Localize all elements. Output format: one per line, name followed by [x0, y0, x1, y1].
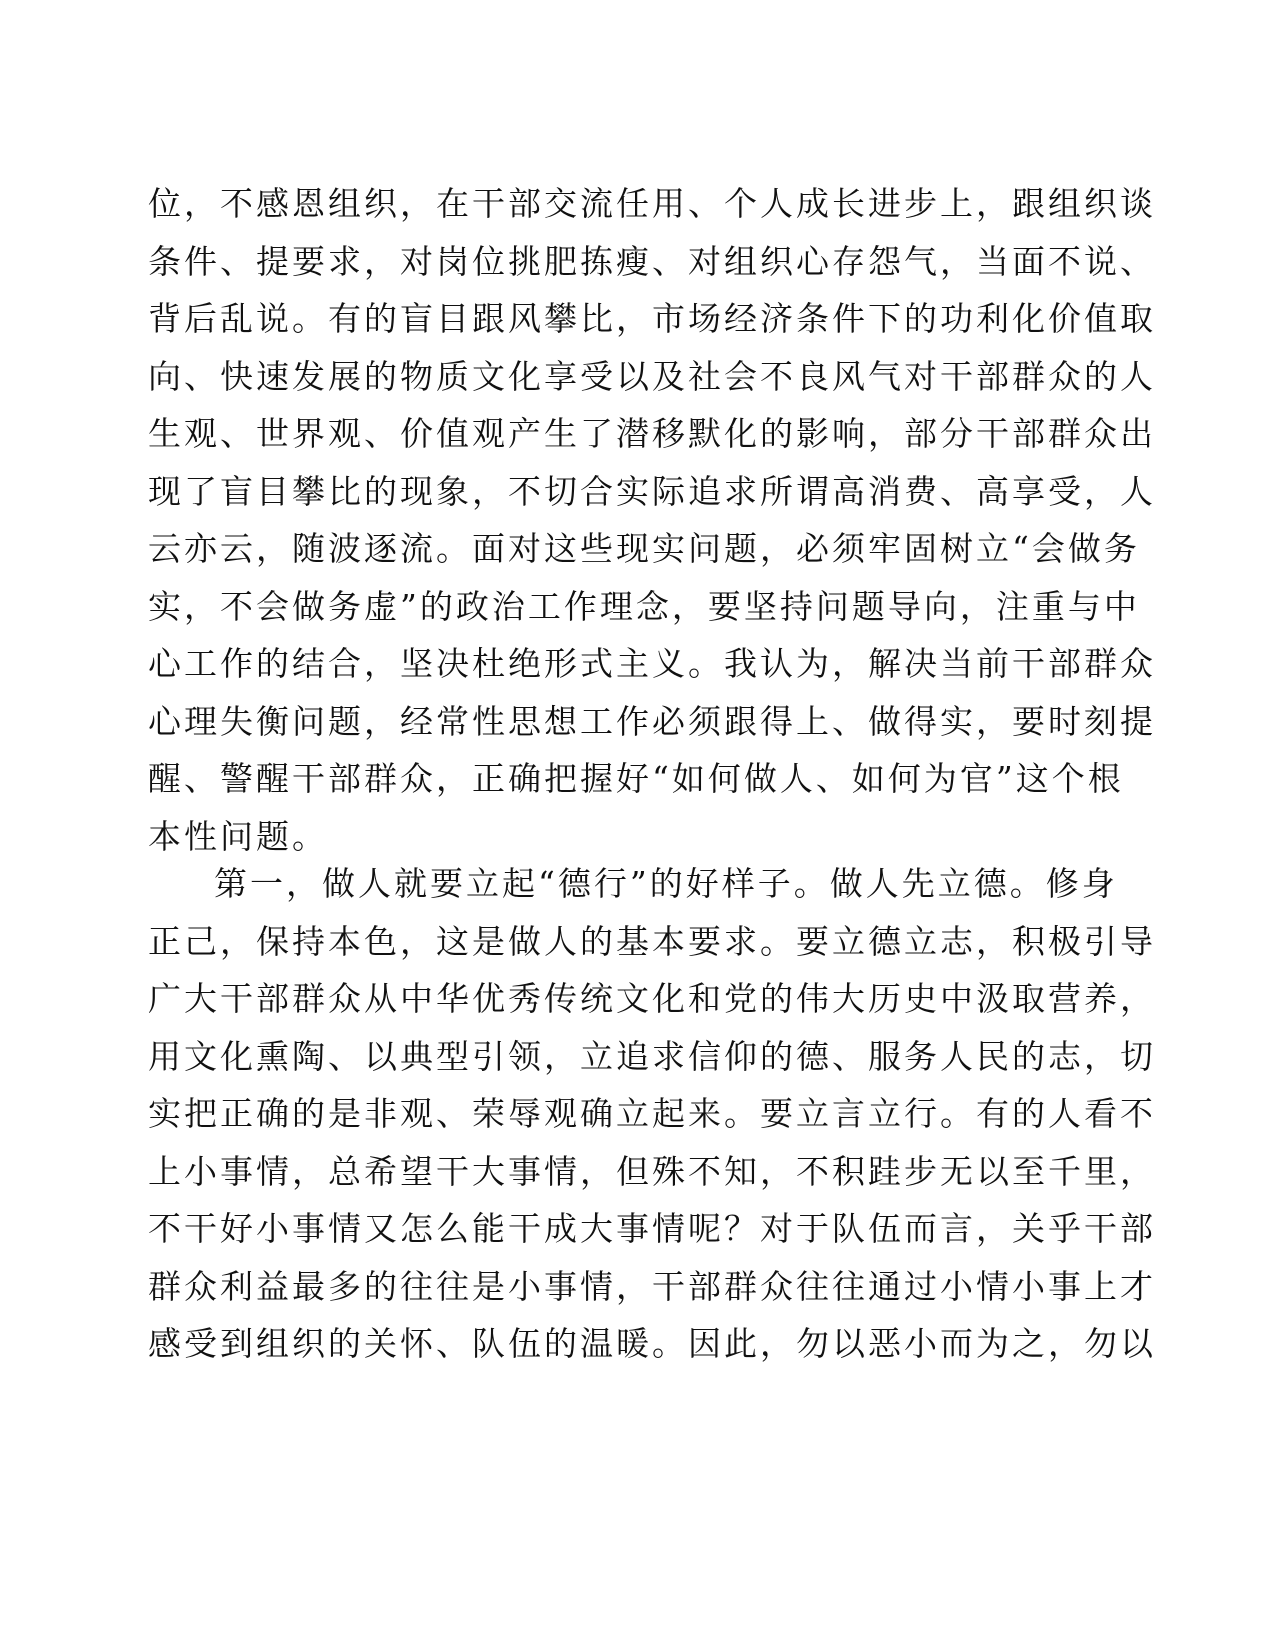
paragraph-line: 第一，做人就要立起“德行”的好样子。做人先立德。修身	[214, 864, 1118, 903]
paragraph-line: 心工作的结合，坚决杜绝形式主义。我认为，解决当前干部群众	[148, 644, 1156, 683]
paragraph-line: 条件、提要求，对岗位挑肥拣瘦、对组织心存怨气，当面不说、	[148, 241, 1156, 281]
paragraph-line: 群众利益最多的往往是小事情，干部群众往往通过小情小事上才	[148, 1266, 1156, 1306]
paragraph-line: 现了盲目攀比的现象，不切合实际追求所谓高消费、高享受，人	[148, 471, 1156, 511]
paragraph-line: 用文化熏陶、以典型引领，立追求信仰的德、服务人民的志，切	[148, 1036, 1156, 1076]
paragraph-line: 向、快速发展的物质文化享受以及社会不良风气对干部群众的人	[148, 356, 1156, 396]
paragraph-line: 生观、世界观、价值观产生了潜移默化的影响，部分干部群众出	[148, 414, 1156, 453]
paragraph-line: 心理失衡问题，经常性思想工作必须跟得上、做得实，要时刻提	[148, 701, 1156, 741]
paragraph-line: 实把正确的是非观、荣辱观确立起来。要立言立行。有的人看不	[148, 1094, 1156, 1133]
paragraph-line: 正己，保持本色，这是做人的基本要求。要立德立志，积极引导	[148, 921, 1156, 961]
paragraph-line: 醒、警醒干部群众，正确把握好“如何做人、如何为官”这个根	[148, 759, 1124, 798]
paragraph-line: 云亦云，随波逐流。面对这些现实问题，必须牢固树立“会做务	[148, 529, 1140, 568]
paragraph-line: 本性问题。	[148, 816, 328, 856]
paragraph-line: 不干好小事情又怎么能干成大事情呢？对于队伍而言，关乎干部	[148, 1209, 1156, 1248]
paragraph-line: 广大干部群众从中华优秀传统文化和党的伟大历史中汲取营养，	[148, 979, 1156, 1018]
paragraph-line: 上小事情，总希望干大事情，但殊不知，不积跬步无以至千里，	[148, 1151, 1156, 1191]
paragraph-line: 实，不会做务虚”的政治工作理念，要坚持问题导向，注重与中	[148, 586, 1140, 626]
paragraph-line: 位，不感恩组织，在干部交流任用、个人成长进步上，跟组织谈	[148, 184, 1156, 223]
paragraph-line: 背后乱说。有的盲目跟风攀比，市场经济条件下的功利化价值取	[148, 299, 1156, 338]
paragraph-2	[148, 855, 1156, 1373]
paragraph-line: 感受到组织的关怀、队伍的温暖。因此，勿以恶小而为之，勿以	[148, 1324, 1156, 1363]
paragraph-1	[148, 175, 1156, 865]
